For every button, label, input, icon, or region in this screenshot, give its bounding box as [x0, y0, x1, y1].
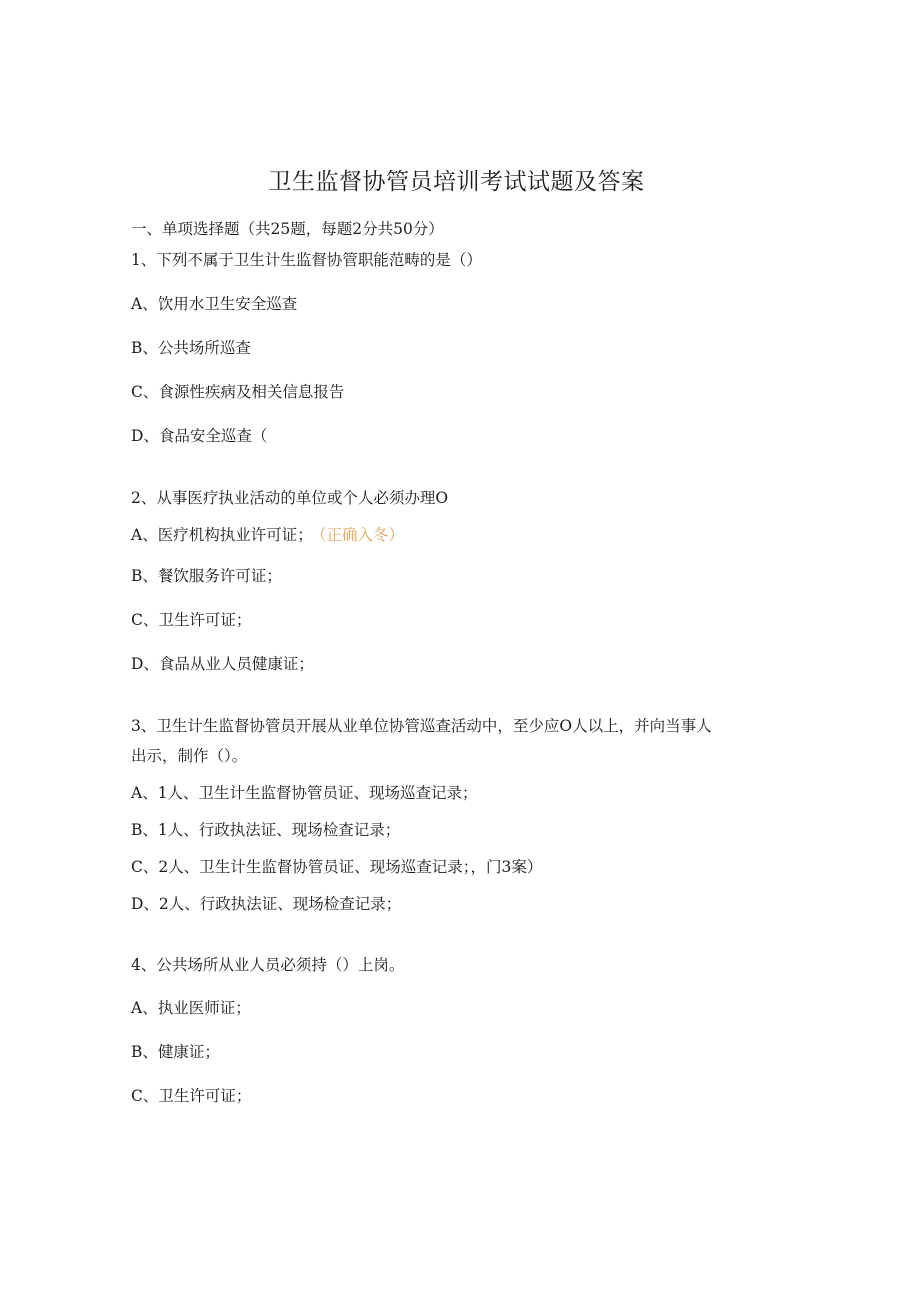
question-3-stem-line-2: 出示，制作（）。 — [131, 747, 248, 765]
question-2-option-a-row — [131, 525, 404, 545]
question-4-option-b: B、健康证； — [131, 1043, 220, 1061]
question-1-stem: 1、下列不属于卫生计生监督协管职能范畴的是（） — [131, 251, 482, 269]
section-heading: 一、单项选择题（共25题，每题2分共50分） — [131, 220, 444, 238]
question-3-option-b: B、1人、行政执法证、现场检查记录； — [131, 821, 401, 839]
question-4-option-a: A、执业医师证； — [131, 999, 251, 1017]
question-1-option-c: C、食源性疾病及相关信息报告 — [131, 383, 345, 401]
question-2-option-b: B、餐饮服务许可证； — [131, 567, 282, 585]
question-3-stem-line-1: 3、卫生计生监督协管员开展从业单位协管巡查活动中，至少应O人以上，并向当事人 — [131, 717, 712, 735]
question-3-option-a: A、1人、卫生计生监督协管员证、现场巡查记录； — [131, 784, 478, 802]
question-4-option-c: C、卫生许可证； — [131, 1087, 252, 1105]
question-2-option-a: A、医疗机构执业许可证； — [131, 526, 313, 544]
question-2-stem: 2、从事医疗执业活动的单位或个人必须办理O — [131, 489, 449, 507]
question-2-option-c: C、卫生许可证； — [131, 611, 252, 629]
question-1-option-d: D、食品安全巡查（ — [131, 427, 268, 445]
document-title: 卫生监督协管员培训考试试题及答案 — [268, 169, 645, 195]
question-1-option-b: B、公共场所巡查 — [131, 339, 251, 357]
question-1-option-a: A、饮用水卫生安全巡查 — [131, 295, 298, 313]
answer-note: （正确入冬） — [318, 526, 404, 544]
question-3-option-d: D、2人、行政执法证、现场检查记录； — [131, 895, 402, 913]
question-4-stem: 4、公共场所从业人员必须持（）上岗。 — [131, 956, 405, 974]
question-2-option-d: D、食品从业人员健康证； — [131, 655, 314, 673]
question-3-option-c: C、2人、卫生计生监督协管员证、现场巡查记录；，门3案） — [131, 858, 543, 876]
